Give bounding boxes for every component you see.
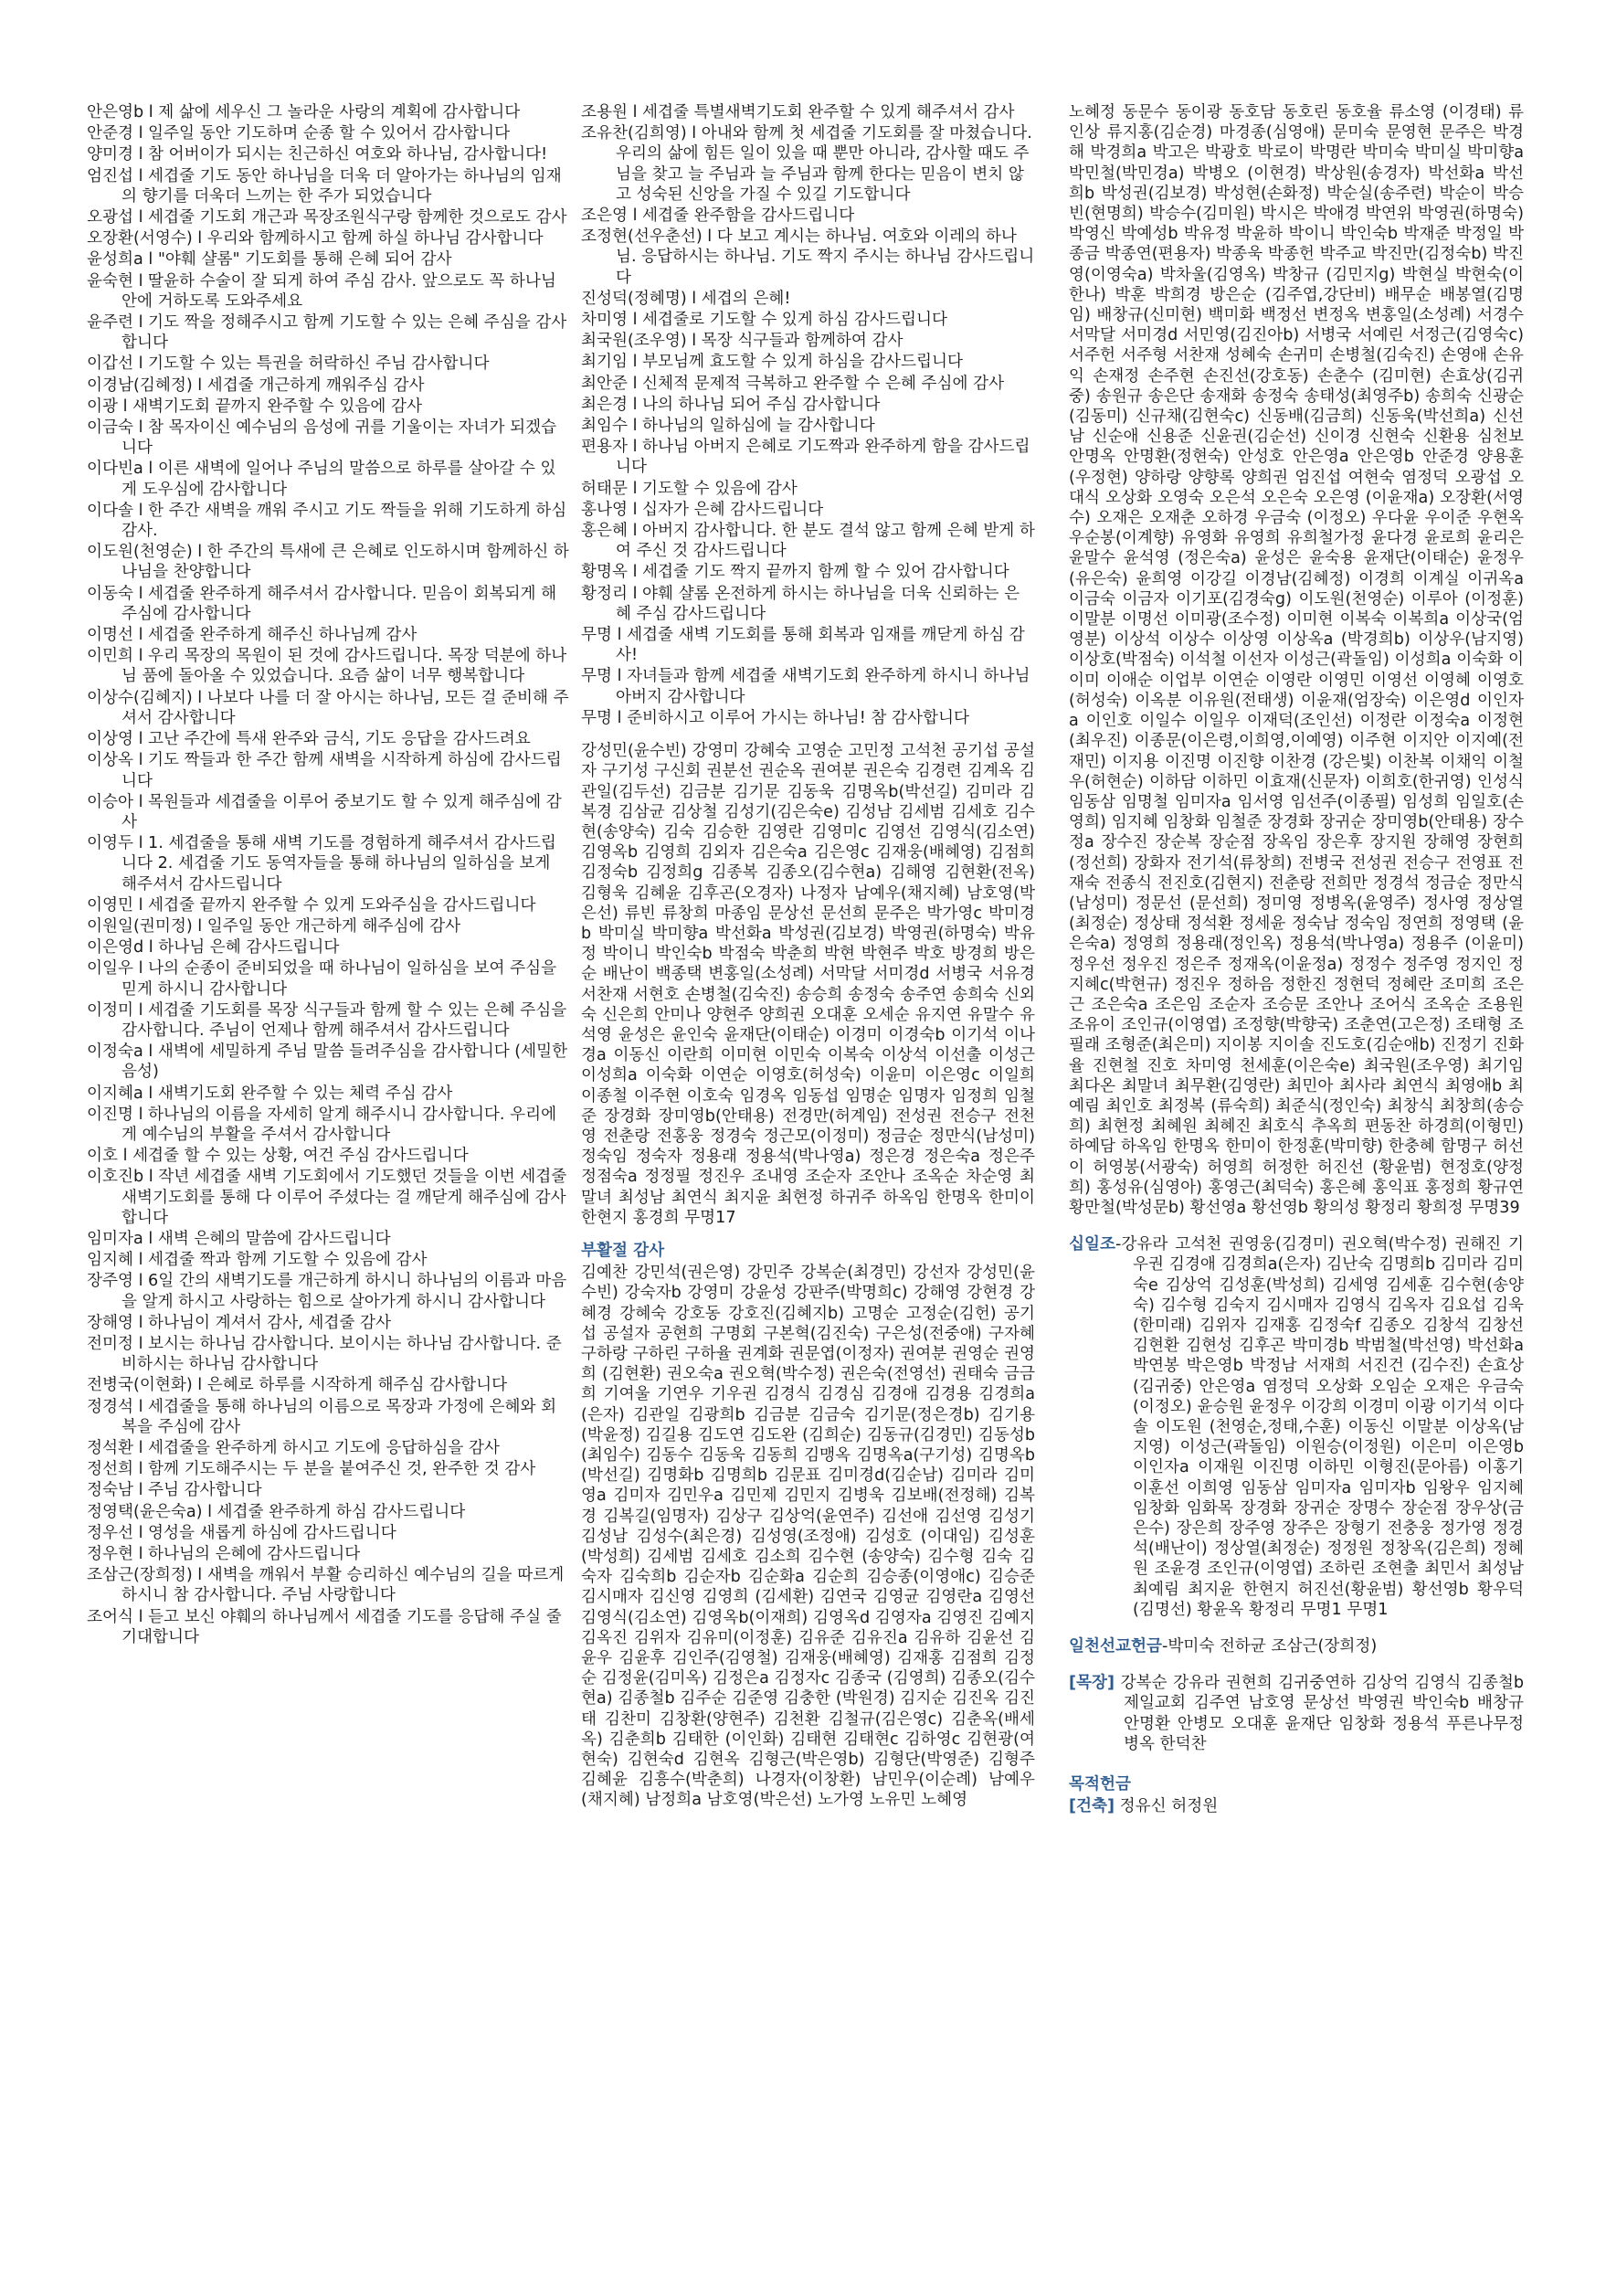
thanks-entry: 최은경 l 나의 하나님 되어 주심 감사합니다: [581, 395, 881, 414]
col2-names-list: [581, 741, 1035, 1228]
thanks-entry: 무명 l 세겹줄 새벽 기도회를 통해 회복과 임재를 깨닫게 하심 감사!: [581, 626, 1025, 665]
thanks-entry: 조은영 l 세겹줄 완주함을 감사드립니다: [581, 206, 855, 226]
thanks-entry: 이호 l 세겹줄 할 수 있는 상황, 여건 주심 감사드립니다: [87, 1147, 469, 1166]
thanks-entry: 이승아 l 목원들과 세겹줄을 이루어 중보기도 할 수 있게 해주심에 감사: [87, 792, 562, 831]
thanks-entry: 양미경 l 참 어버이가 되시는 친근하신 여호와 하나님, 감사합니다!: [87, 145, 548, 164]
thanks-entry: 진성덕(정혜명) l 세겹의 은혜!: [581, 289, 791, 308]
thanks-entry: 정우선 l 영성을 새롭게 하심에 감사드립니다: [87, 1523, 396, 1542]
building-section: [1069, 1796, 1524, 1816]
thanks-entry: 이다솔 l 한 주간 새벽을 깨워 주시고 기도 짝들을 위해 기도하게 하심 감사.: [87, 501, 567, 541]
thanks-entry: 이영두 l 1. 세겹줄을 통해 새벽 기도를 경험하게 해주셔서 감사드립니다 2. 세겹줄 기도 동역자들을 통해 하나님의 일하심을 보게 해주셔서 감사드립니다: [87, 834, 556, 894]
thanks-entry: 조어식 l 듣고 보신 야훼의 하나님께서 세겹줄 기도를 응답해 주실 줄 기대합니다: [87, 1607, 562, 1646]
thanks-entry: 조유찬(김희영) l 아내와 함께 첫 세겹줄 기도회를 잘 마쳤습니다. 우리의 삶에 힘든 일이 있을 때 뿐만 아니라, 감사할 때도 주님을 찾고 늘 주님과 늘 주님과 함께 한다는 믿음이 변치 않고 성숙된 신앙을 가질 수 있길 기도합니다: [581, 124, 1032, 204]
thanks-entry: 오광섭 l 세겹줄 기도회 개근과 목장조원식구랑 함께한 것으로도 감사: [87, 208, 567, 227]
thanks-entry: 이정숙a l 새벽에 세밀하게 주님 말씀 들려주심을 감사합니다 (세밀한 음성): [87, 1042, 568, 1082]
building-names: 정유신 허정원: [1119, 1797, 1219, 1816]
thanks-entry: 이민희 l 우리 목장의 목원이 된 것에 감사드립니다. 목장 덕분에 하나님 품에 돌아올 수 있었습니다. 요즘 삶이 너무 행복합니다: [87, 647, 567, 686]
thanks-entry: 오장환(서영수) l 우리와 함께하시고 함께 하실 하나님 감사합니다: [87, 229, 544, 249]
thanks-entry: 이광 l 새벽기도회 끝까지 완주할 수 있음에 감사: [87, 397, 422, 416]
thanks-entry: 정영택(윤은숙a) l 세겹줄 완주하게 하심 감사드립니다: [87, 1502, 466, 1521]
thanks-entry: 조삼근(장희정) l 새벽을 깨워서 부활 승리하신 예수님의 길을 따르게 하시니 참 감사합니다. 주님 사랑합니다: [87, 1566, 565, 1605]
thanks-entry: 무명 l 자녀들과 함께 세겹줄 새벽기도회 완주하게 하시니 하나님 아버지 감사합니다: [581, 667, 1030, 706]
thanks-entry: 홍은혜 l 아버지 감사합니다. 한 분도 결석 않고 함께 은혜 받게 하여 주신 것 감사드립니다: [581, 522, 1035, 561]
tithe-names: -강유라 고석천 권영웅(김경미) 권오혁(박수정) 권해진 기우권 김경애 김경희a(은자) 김난숙 김명희b 김미라 김미숙e 김상억 김성훈(박성희) 김세영 김세훈 김수현(송양숙) 김수형 김숙지 김시매자 김영식 김옥자 김요섭 김욱(한미래) 김위자 김재홍 김정숙f 김종오 김창석 김창선 김현환 김현성 김후곤 박미경b 박범철(박선영) 박선화a 박연봉 박은영b 박정남 서재희 서진건 (김수진) 손효상(김귀중) 안은영a 염정덕 오상화 오임순 오재은 우금숙(이정오) 윤승원 윤정우 이강희 이경미 이광 이기석 이다솔 이도원 (천영순,정태,수훈) 이동신 이말분 이상옥(남지영) 이성근(곽돌임) 이원승(이정원) 이은미 이은영b 이인자a 이재원 이진명 이하민 이형진(문아름) 이홍기 이훈선 이희영 임동삼 임미자a 임미자b 임왕우 임지혜 임창화 임화목 장경화 장귀순 장명수 장순점 장우상(금은수) 장은희 장주영 장주은 장형기 전충웅 정가영 정경석(배난이) 정상열(최정순) 정정원 정창옥(김은희) 정혜원 조윤경 조인규(이영엽) 조하린 조현출 최민서 최성남 최예림 최지윤 한현지 허진선(황윤범) 황선영b 황우덕(김명선) 황윤옥 황정리 무명1 무명1: [1115, 1235, 1524, 1619]
thanks-entry: 이상영 l 고난 주간에 특새 완주와 금식, 기도 응답을 감사드려요: [87, 730, 531, 749]
easter-names-continued: 노혜정 동문수 동이광 동호담 동호린 동호율 류소영 (이경태) 류인상 류지홍(김순경) 마경종(심영애) 문미숙 문영현 문주은 박경해 박경희a 박고은 박광호 박로이 박명란 박미숙 박미실 박미향a 박민철(박민경a) 박병오 (이현경) 박상원(송경자) 박선화a 박선희b 박성권(김보경) 박성현(손화정) 박순실(송주련) 박순이 박승빈(현명희) 박승수(김미원) 박시은 박애경 박연위 박영권(하명숙) 박영신 박예성b 박유정 박윤하 박이니 박인숙b 박재준 박정일 박종금 박종연(편용자) 박종욱 박종헌 박주교 박진만(김정숙b) 박진영(이영숙a) 박차울(김영옥) 박창규 (김민지g) 박현실 박현숙(이한나) 박훈 박희경 방은순 (김주엽,강단비) 배무순 배봉열(김명임) 배창규(신미현) 백미화 백정선 변정옥 변홍일(소성례) 서경수 서막달 서미경d 서민영(김진아b) 서병국 서예린 서정근(김영숙c) 서주헌 서주형 서찬재 성혜숙 손귀미 손병철(김숙진) 손영애 손유익 손재정 손주현 손진선(강호동) 손춘수 (김미현) 손효상(김귀중) 송원규 송은단 송재화 송정숙 송태성(최영주b) 송희숙 신광순(김동미) 신규채(김현숙c) 신동배(김금희) 신동욱(박선희a) 신선남 신순애 신용준 신윤권(김순선) 신이경 신현숙 신환용 심천보 안명옥 안명환(정현숙) 안성호 안은영a 안은영b 안준경 양용훈 (우정현) 양하랑 양향록 양희권 엄진섭 여현숙 염정덕 오광섭 오대식 오상화 오영숙 오은석 오은숙 오은영 (이윤재a) 오장환(서영수) 오재은 오재춘 오하경 우금숙 (이정오) 우다윤 우이준 우현옥 우순봉(이계향) 유영화 유영희 유희철가정 윤다경 윤로희 윤리은 윤말수 윤석영 (정은숙a) 윤성은 윤숙용 윤재단(이태순) 윤정우(유은숙) 윤희영 이강길 이경남(김혜정) 이경희 이계실 이귀옥a 이금숙 이금자 이기포(김경숙g) 이도원(천영순) 이루아 (이정훈) 이말분 이명선 이미광(조수정) 이미현 이복숙 이복희a 이상국(엄영분) 이상석 이상수 이상영 이상옥a (박경희b) 이상우(남지영) 이상호(박점숙) 이석철 이선자 이성근(곽돌임) 이성희a 이숙화 이이미 이애순 이업부 이연순 이영란 이영민 이영선 이영혜 이영호(허성숙) 이옥분 이유원(전태생) 이윤재(엄장숙) 이은영d 이인자a 이인호 이일수 이일우 이재덕(조인선) 이정란 이정숙a 이정현(최우진) 이종문(이은령,이희영,이예영) 이주현 이지안 이지예(전재민) 이지용 이진명 이진향 이찬경 (강은빛) 이찬복 이채익 이철우(허현순) 이하담 이하민 이효재(신문자) 이희호(한귀영) 인성식 임동삼 임명철 임미자a 임서영 임선주(이종필) 임성희 임일호(손영희) 임지혜 임창화 임철준 장경화 장귀순 장미영b(안태용) 장수정a 장수진 장순복 장순점 장옥임 장은후 장지원 장해영 장현희(정선희) 장화자 전기석(류창희) 전병국 전성권 전승구 전영표 전재숙 전종식 전진호(김현지) 전춘랑 전희만 정경석 정금순 정만식(남성미) 정문선 (문선희) 정미영 정병옥(윤영주) 정사영 정상열(최정순) 정상태 정석환 정세윤 정숙남 정숙임 정연희 정영택 (윤은숙a) 정영희 정용래(정인옥) 정용석(박나영a) 정용주 (이윤미) 정우선 정우진 정은주 정재옥(이윤정a) 정정수 정주영 정지인 정지혜c(박현규) 정진우 정하음 정한진 정현덕 정혜란 조미희 조은근 조은숙a 조은임 조순자 조승문 조안나 조어식 조옥순 조용원 조유이 조인규(이영엽) 조정향(박향국) 조춘연(고은정) 조태형 조필래 조형준(최은미) 지이봉 지이솔 진도호(김순애b) 진정기 진화율 진현철 진호 차미영 천세훈(이은숙e) 최국원(조우영) 최기임 최다온 최말녀 최무환(김영란) 최민아 최사라 최연식 최영애b 최예림 최인호 최정복 (류숙희) 최준식(정인숙) 최창식 최창희(송승희) 최현정 최혜원 최혜진 최호식 추옥희 편동찬 하경희(이형민) 하예담 하옥임 한명옥 한미이 한정훈(박미향) 한충혜 함명구 허선이 허영봉(서광숙) 허영희 허정한 허진선 (황윤범) 현정호(양정희) 홍성유(심영아) 홍영근(최덕숙) 홍은혜 홍익표 홍정희 황규연 황만철(박성문b) 황선영a 황선영b 황의성 황정리 황희정 무명39: [1069, 103, 1524, 1217]
thanks-entry: 이영민 l 세겹줄 끝까지 완주할 수 있게 도와주심을 감사드립니다: [87, 895, 536, 915]
column-3: [1069, 102, 1524, 1816]
thanks-entry: 전미정 l 보시는 하나님 감사합니다. 보이시는 하나님 감사합니다. 준비하시는 하나님 감사합니다: [87, 1334, 562, 1374]
purpose-offering-heading: 목적헌금: [1069, 1775, 1131, 1794]
col2-entries: [581, 102, 1035, 728]
thanks-entry: 이경남(김혜정) l 세겹줄 개근하게 깨워주심 감사: [87, 376, 425, 395]
thanks-entry: 황정리 l 야훼 샬롬 온전하게 하시는 하나님을 더욱 신뢰하는 은혜 주심 감사드립니다: [581, 584, 1020, 623]
thanks-entry: 이도원(천영순) l 한 주간의 특새에 큰 은혜로 인도하시며 함께하신 하나님을 찬양합니다: [87, 543, 569, 582]
thanks-entry: 이금숙 l 참 목자이신 예수님의 음성에 귀를 기울이는 자녀가 되겠습니다: [87, 418, 557, 458]
thanks-entry: 이진명 l 하나님의 이름을 자세히 알게 해주시니 감사합니다. 우리에게 예수님의 부활을 주셔서 감사합니다: [87, 1105, 557, 1144]
thanks-entry: 최기임 l 부모님께 효도할 수 있게 하심을 감사드립니다: [581, 353, 963, 372]
thanks-entry: 장주영 l 6일 간의 새벽기도를 개근하게 하시니 하나님의 이름과 마음을 알게 하시고 사랑하는 힘으로 살아가게 하시니 감사합니다: [87, 1272, 567, 1311]
thanks-entry: 이동숙 l 세겹줄 완주하게 해주셔서 감사합니다. 믿음이 회복되게 해주심에 감사합니다: [87, 584, 557, 623]
thanks-entry: 정석환 l 세겹줄을 완주하게 하시고 기도에 응답하심을 감사: [87, 1439, 500, 1457]
thanks-entry: 조정현(선우춘선) l 다 보고 계시는 하나님. 여호와 이레의 하나님. 응답하시는 하나님. 기도 짝지 주시는 하나님 감사드립니다: [581, 227, 1035, 287]
thanks-entry: 이일우 l 나의 순종이 준비되었을 때 하나님이 일하심을 보여 주심을 믿게 하시니 감사합니다: [87, 959, 557, 999]
thanks-entry: 임미자a l 새벽 은혜의 말씀에 감사드립니다: [87, 1229, 391, 1248]
thanks-entry: 이호진b l 작년 세겹줄 새벽 기도회에서 기도했던 것들을 이번 세겹줄 새벽기도회를 통해 다 이루어 주셨다는 걸 깨닫게 해주심에 감사합니다: [87, 1168, 567, 1227]
mokjang-label: [목장]: [1069, 1674, 1115, 1693]
thanks-entry: 장해영 l 하나님이 계셔서 감사, 세겹줄 감사: [87, 1313, 391, 1332]
thanks-entry: 최안준 l 신체적 문제적 극복하고 완주할 수 은혜 주심에 감사: [581, 374, 1005, 393]
thanks-entry: 이상수(김혜지) l 나보다 나를 더 잘 아시는 하나님, 모든 걸 준비해 주셔서 감사합니다: [87, 688, 569, 727]
thanks-entry: 정선희 l 함께 기도해주시는 두 분을 붙여주신 것, 완주한 것 감사: [87, 1460, 536, 1479]
thanks-entry: 이상옥 l 기도 짝들과 한 주간 함께 새벽을 시작하게 하심에 감사드립니다: [87, 751, 562, 790]
thanks-entry: 이지혜a l 새벽기도회 완주할 수 있는 체력 주심 감사: [87, 1084, 453, 1103]
thanks-entry: 정숙남 l 주님 감사합니다: [87, 1481, 262, 1500]
easter-thanks-heading: 부활절 감사: [581, 1241, 665, 1260]
thanks-entry: 허태문 l 기도할 수 있음에 감사: [581, 479, 798, 498]
mission-offering-section: [1069, 1636, 1524, 1656]
tithe-label: 십일조: [1069, 1235, 1115, 1254]
thanks-entry: 황명옥 l 세겹줄 기도 짝지 끝까지 함께 할 수 있어 감사합니다: [581, 563, 1009, 582]
mission-offering-label: 일천선교헌금: [1069, 1637, 1162, 1656]
thanks-entry: 윤성희a l "야훼 샬롬" 기도회를 통해 은혜 되어 감사: [87, 250, 452, 270]
thanks-entry: 차미영 l 세겹줄로 기도할 수 있게 하심 감사드립니다: [581, 311, 947, 330]
thanks-entry: 윤주련 l 기도 짝을 정해주시고 함께 기도할 수 있는 은혜 주심을 감사합니다: [87, 313, 567, 353]
building-label: [건축]: [1069, 1797, 1115, 1816]
column-1: [87, 102, 569, 1648]
thanks-entry: 정경석 l 세겹줄을 통해 하나님의 이름으로 목장과 가정에 은혜와 회복을 주심에 감사: [87, 1397, 557, 1436]
thanks-entry: 이명선 l 세겹줄 완주하게 해주신 하나님께 감사: [87, 626, 417, 645]
easter-names-block: 김예찬 강민석(권은영) 강민주 강복순(최경민) 강선자 강성민(윤수빈) 강숙자b 강영미 강윤성 강판주(박명희c) 강해영 강현경 강혜경 강혜숙 강호동 강호진(김혜지b) 고명순 고정순(김헌) 공기섭 공설자 공현희 구명회 구본혁(김진숙) 구은성(전중애) 구자혜 구하랑 구하린 구하율 권계화 권문엽(이정자) 권여분 권영순 권영희 (김현환) 권오숙a 권오혁(박수정) 권은숙(전영선) 권태숙 금금희 기여울 기연우 기우권 김경식 김경심 김경애 김경용 김경희a(은자) 김관일 김광희b 김금분 김금숙 김기문(정은경b) 김기용(박윤정) 김길용 김도연 김도완 (김희순) 김동규(김경민) 김동성b(최임수) 김동수 김동욱 김동희 김맹옥 김명옥a(구기성) 김명옥b(박선길) 김명화b 김명희b 김문표 김미경d(김순남) 김미라 김미영a 김미자 김민우a 김민제 김민지 김병욱 김보배(전정해) 김복경 김복길(임명자) 김상구 김상억(윤연주) 김선애 김선영 김성기 김성남 김성수(최은경) 김성영(조정애) 김성호 (이대임) 김성훈(박성희) 김세범 김세호 김소희 김수현 (송양숙) 김수형 김숙 김숙자 김숙희b 김순자b 김순화a 김순희 김승종(이영애c) 김승준 김시매자 김신영 김영희 (김세환) 김연국 김영균 김영란a 김영선 김영식(김소연) 김영옥b(이재희) 김영옥d 김영자a 김영진 김예지 김옥진 김위자 김유미(이정훈) 김유준 김유진a 김유하 김윤선 김윤우 김윤후 김인주(김영철) 김재웅(배혜영) 김재홍 김점희 김정순 김정윤(김미옥) 김정은a 김정자c 김종국 (김영희) 김종오(김수현a) 김종철b 김주순 김준영 김충한 (박원경) 김지순 김진옥 김진태 김찬미 김창환(양현주) 김천환 김철규(김은영c) 김춘옥(배세옥) 김춘희b 김태한 (이인화) 김태현 김태현c 김하영c 김현광(여현숙) 김현숙d 김현옥 김형근(박은영b) 김형단(박영준) 김형주 김혜윤 김흥수(박춘희) 나경자(이창환) 남민우(이순례) 남예우 (채지혜) 남정희a 남호영(박은선) 노가영 노유민 노혜영: [581, 1264, 1035, 1810]
thanks-entry: 홍나영 l 십자가 은혜 감사드립니다: [581, 500, 824, 519]
column-2: [581, 102, 1035, 1811]
thanks-entry: 임지혜 l 세겹줄 짝과 함께 기도할 수 있음에 감사: [87, 1251, 428, 1270]
thanks-entry: 이갑선 l 기도할 수 있는 특권을 허락하신 주님 감사합니다: [87, 354, 490, 374]
thanks-entry: 이은영d l 하나님 은혜 감사드립니다: [87, 938, 340, 958]
mokjang-section: [1069, 1673, 1524, 1754]
thanks-entry: 이다빈a l 이른 새벽에 일어나 주님의 말씀으로 하루를 살아갈 수 있게 도우심에 감사합니다: [87, 460, 556, 499]
thanks-entry: 안준경 l 일주일 동안 기도하며 순종 할 수 있어서 감사합니다: [87, 124, 511, 143]
thanks-entry: 조용원 l 세겹줄 특별새벽기도회 완주할 수 있게 해주셔서 감사: [581, 103, 1015, 122]
thanks-entry: 최국원(조우영) l 목장 식구들과 함께하여 감사: [581, 332, 903, 351]
thanks-entry: 최임수 l 하나님의 일하심에 늘 감사합니다: [581, 417, 875, 436]
thanks-entry: 안은영b l 제 삶에 세우신 그 놀라운 사랑의 계획에 감사합니다: [87, 103, 521, 122]
thanks-entry: 무명 l 준비하시고 이루어 가시는 하나님! 참 감사합니다: [581, 708, 969, 727]
thanks-entry: 정우현 l 하나님의 은혜에 감사드립니다: [87, 1545, 361, 1564]
tithe-section: [1069, 1234, 1524, 1620]
thanks-entry: 이정미 l 세겹줄 기도회를 목장 식구들과 함께 할 수 있는 은혜 주심을 감사합니다. 주님이 언제나 함께 해주셔서 감사드립니다: [87, 1000, 567, 1040]
mission-offering-names: -박미숙 전하균 조삼근(장희정): [1161, 1637, 1378, 1656]
thanks-entry: 엄진섭 l 세겹줄 기도 동안 하나님을 더욱 더 알아가는 하나님의 임재의 향기를 더욱더 느끼는 한 주가 되었습니다: [87, 166, 562, 206]
mokjang-names: 강복순 강유라 권현희 김귀중연하 김상억 김영식 김종철b제일교회 김주연 남호영 문상선 박영권 박인숙b 배창규 안명환 안병모 오대훈 윤재단 임창화 정용석 푸른나무정병옥 한덕찬: [1120, 1674, 1525, 1753]
thanks-entry: 전병국(이현화) l 은혜로 하루를 시작하게 해주심 감사합니다: [87, 1376, 508, 1395]
thanks-entry: 편용자 l 하나님 아버지 은혜로 기도짝과 완주하게 함을 감사드립니다: [581, 438, 1030, 477]
thanks-entry: 윤숙현 l 딸윤하 수술이 잘 되게 하여 주심 감사. 앞으로도 꼭 하나님 안에 거하도록 도와주세요: [87, 271, 556, 311]
thanks-entry: 이원일(권미정) l 일주일 동안 개근하게 해주심에 감사: [87, 916, 461, 936]
thanks-names-block: 강성민(윤수빈) 강영미 강혜숙 고영순 고민정 고석천 공기섭 공설자 구기성 구신회 권분선 권순옥 권여분 권은숙 김경련 김계옥 김관일(김두선) 김금분 김기문 김동욱 김명옥b(박선길) 김미라 김복경 김삼균 김상철 김성기(김은숙e) 김성남 김세범 김세호 김수현(송양숙) 김숙 김승한 김영란 김영미c 김영선 김영식(김소연) 김영옥b 김영희 김외자 김은숙a 김은영c 김재웅(배혜영) 김점희 김정숙b 김정희g 김종복 김종오(김수현a) 김해영 김현환(전옥) 김형욱 김혜윤 김후곤(오경자) 나정자 남예우(채지혜) 남호영(박은선) 류빈 류창희 마종임 문상선 문선희 문주은 박가영c 박미경b 박미실 박미향a 박선화a 박성권(김보경) 박영권(하명숙) 박유정 박이니 박인숙b 박점숙 박춘희 박현 박현주 박호 방경희 방은순 배난이 백종택 변홍일(소성례) 서막달 서미경d 서병국 서유경 서찬재 서현호 손병철(김숙진) 송승희 송정숙 송주연 송희숙 신외숙 신은희 안미나 양현주 양희권 오대훈 오세순 유지연 유말수 유석영 윤성은 윤인숙 윤재단(이태순) 이경미 이경숙b 이기석 이나경a 이동신 이란희 이미현 이민숙 이복숙 이상석 이선출 이성근 이성희a 이숙화 이연순 이영호(허성숙) 이윤미 이은영c 이일희 이종철 이주현 이호숙 임경옥 임동섭 임명순 임명자 임정희 임철준 장경화 장미영b(안태용) 전경만(허계임) 전성권 전승구 전천영 전춘랑 전홍웅 정경숙 정근모(이정미) 정금순 정만식(남성미) 정숙임 정숙자 정용래 정용석(박나영a) 정은경 정은숙a 정은주 정점숙a 정정필 정진우 조내영 조순자 조안나 조옥순 차순영 최말녀 최성남 최연식 최지윤 최현정 하귀주 하옥임 한명옥 한미이 한현지 홍경희 무명17: [581, 742, 1035, 1227]
